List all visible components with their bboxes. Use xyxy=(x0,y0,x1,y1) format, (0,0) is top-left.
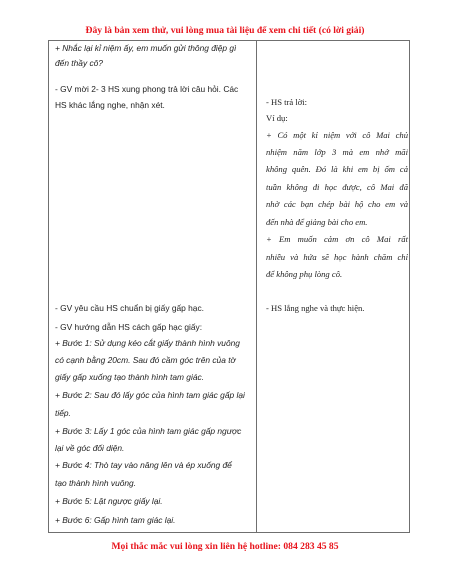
step-line: + Bước 3: Lấy 1 góc của hình tam giác gấp ngược xyxy=(55,426,242,436)
instruction-line: - GV hướng dẫn HS cách gấp hạc giấy: xyxy=(55,322,203,332)
teacher-activity-cell xyxy=(49,41,257,533)
question-line: đến thầy cô? xyxy=(55,58,103,68)
step-line: giấy gấp xuống tạo thành hình tam giác. xyxy=(55,372,204,382)
preview-notice-banner: Đây là bản xem thử, vui lòng mua tài liệu để xem chi tiết (có lời giải) xyxy=(85,25,365,36)
answer-line: + Có một kỉ niệm với cô Mai chủ xyxy=(266,130,408,140)
student-response-line: - HS lắng nghe và thực hiện. xyxy=(266,303,365,313)
step-line: + Bước 1: Sử dụng kéo cắt giấy thành hình vuông xyxy=(55,338,240,348)
answer-line: nhiều và hứa sẽ học hành chăm chỉ xyxy=(266,252,408,262)
step-line: + Bước 5: Lật ngược giấy lại. xyxy=(55,496,163,506)
step-line: lại về góc đối diện. xyxy=(55,443,125,453)
step-line: có cạnh bằng 20cm. Sau đó cầm góc trên của tờ xyxy=(55,355,236,365)
answer-line: + Em muốn cảm ơn cô Mai rất xyxy=(266,234,408,244)
example-label: Ví dụ: xyxy=(266,113,288,123)
instruction-line: - GV yêu cầu HS chuẩn bị giấy gấp hạc. xyxy=(55,303,204,313)
student-answer-heading: - HS trả lời: xyxy=(266,97,308,107)
student-activity-cell xyxy=(257,41,410,533)
lesson-plan-table xyxy=(48,40,410,533)
step-line: + Bước 2: Sau đó lấy góc của hình tam giác gấp lại xyxy=(55,390,245,400)
step-line: + Bước 4: Thò tay vào nâng lên và ép xuống để xyxy=(55,460,232,470)
step-line: + Bước 6: Gấp hình tam giác lại. xyxy=(55,515,176,525)
question-line: + Nhắc lại kỉ niệm ấy, em muốn gửi thông điệp gì xyxy=(55,43,237,53)
hotline-contact-banner: Mọi thắc mắc vui lòng xin liên hệ hotline: 084 283 45 85 xyxy=(111,541,339,552)
answer-line: không quên. Đó là khi em bị ốm cả xyxy=(266,164,408,174)
instruction-line: - GV mời 2- 3 HS xung phong trả lời câu hỏi. Các xyxy=(55,84,239,94)
answer-line: nhiệm năm lớp 3 mà em nhớ mãi xyxy=(266,147,408,157)
instruction-line: HS khác lắng nghe, nhận xét. xyxy=(55,100,165,110)
answer-line: nhờ các bạn chép bài hộ cho em và xyxy=(266,199,408,209)
answer-line: để không phụ lòng cô. xyxy=(266,269,343,279)
step-line: tiếp. xyxy=(55,408,71,418)
step-line: tạo thành hình vuông. xyxy=(55,478,137,488)
answer-line: tuần không đi học được, cô Mai đã xyxy=(266,182,408,192)
answer-line: đến nhà để giảng bài cho em. xyxy=(266,217,368,227)
